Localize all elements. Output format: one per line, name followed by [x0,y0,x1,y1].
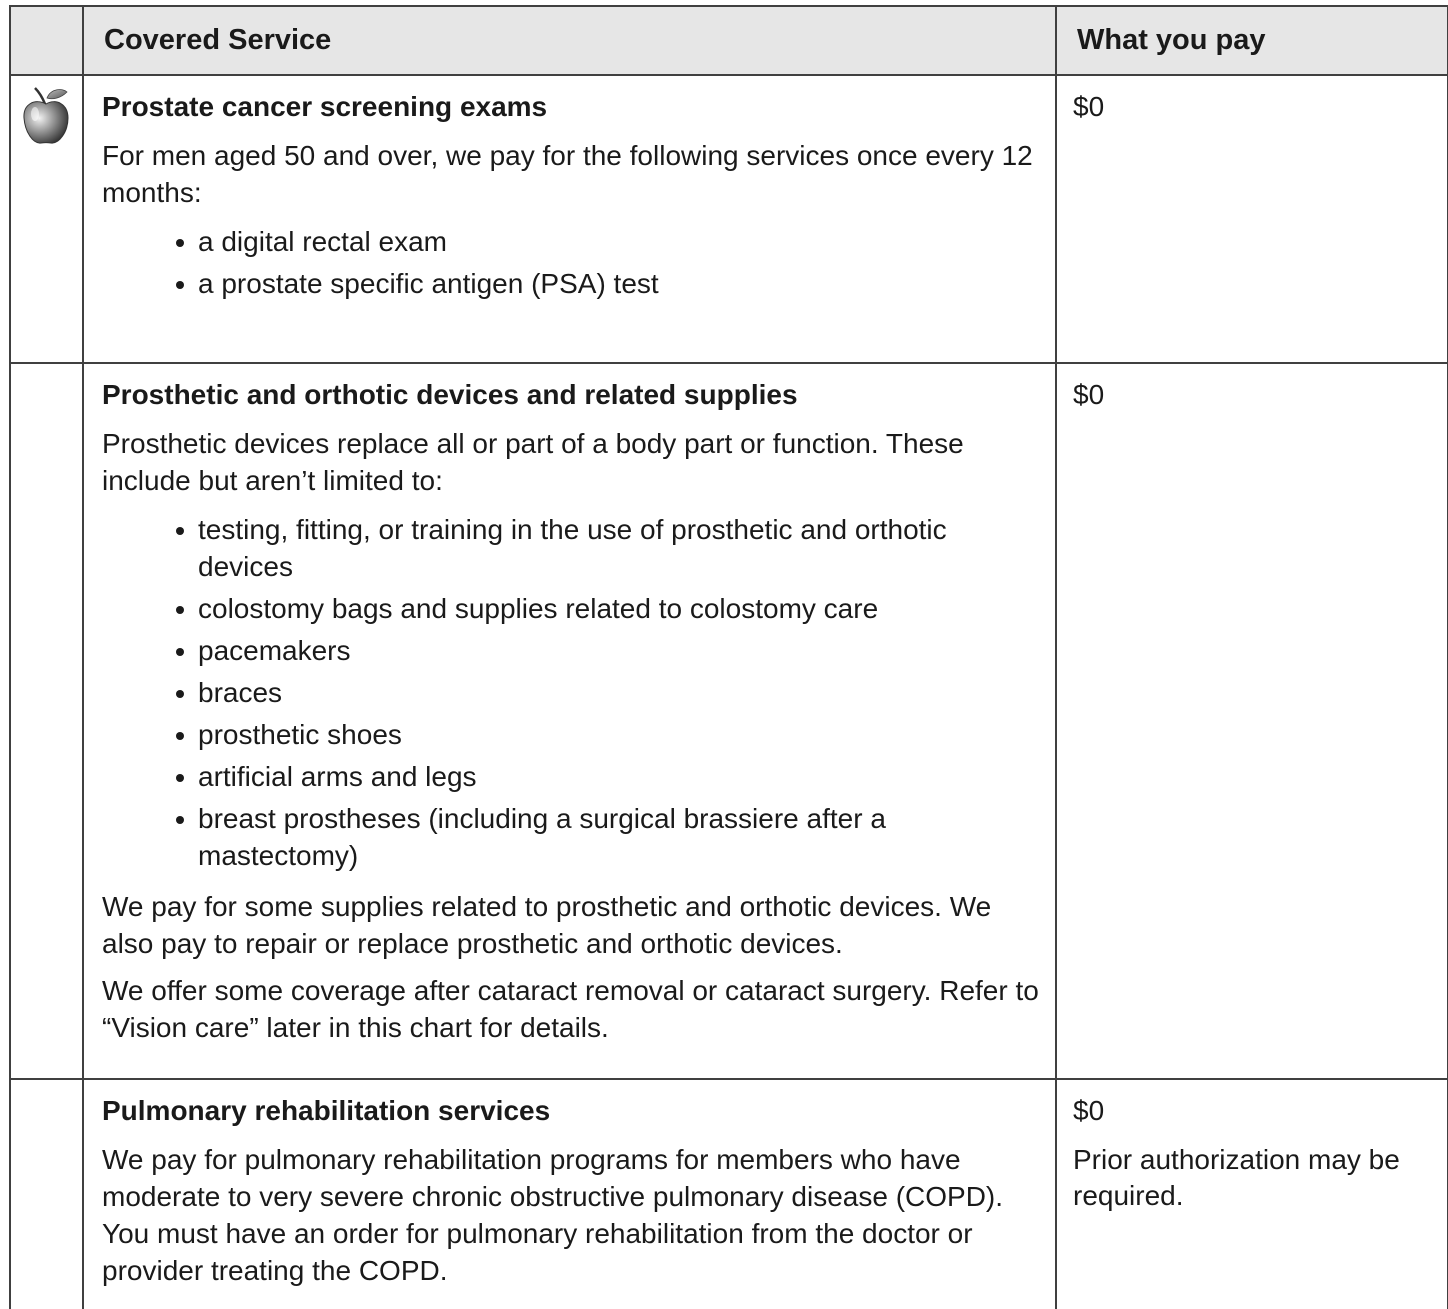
header-what-you-pay [1056,6,1448,75]
service-title: Prostate cancer screening exams [102,91,548,122]
row-icon-cell [10,75,83,363]
list-item: a prostate specific antigen (PSA) test [174,265,1039,302]
pay-amount: $0 [1073,1095,1105,1126]
table-row [10,363,1448,1079]
row-pay-cell [1056,1079,1448,1309]
pay-amount: $0 [1073,379,1105,410]
service-bullet-list [102,223,1039,302]
table-row [10,1079,1448,1309]
list-item: pacemakers [174,632,1039,669]
header-covered-service [83,6,1056,75]
service-supplies-note: We pay for some supplies related to prosthetic and orthotic devices. We also pay to repair or replace prosthetic and orthotic devices. [102,891,992,959]
row-pay-cell [1056,363,1448,1079]
prior-authorization-note: Prior authorization may be required. [1073,1144,1400,1211]
list-item: colostomy bags and supplies related to colostomy care [174,590,1039,627]
list-item: prosthetic shoes [174,716,1039,753]
pay-amount: $0 [1073,91,1105,122]
list-item: braces [174,674,1039,711]
row-pay-cell [1056,75,1448,363]
table-row [10,75,1448,363]
apple-icon [21,86,71,146]
benefits-table [9,5,1448,1309]
table-header-row [10,6,1448,75]
service-title: Pulmonary rehabilitation services [102,1095,551,1126]
row-service-cell [83,75,1056,363]
service-description: We pay for pulmonary rehabilitation programs for members who have moderate to very severe chronic obstructive pulmonary disease (COPD). You must have an order for pulmonary rehabilitation from the doctor or provider treating the COPD. [102,1144,1004,1286]
row-service-cell [83,1079,1056,1309]
service-description: Prosthetic devices replace all or part of a body part or function. These include but aren’t limited to: [102,428,964,496]
service-vision-note: We offer some coverage after cataract removal or cataract surgery. Refer to “Vision care” later in this chart for details. [102,975,1039,1043]
list-item: a digital rectal exam [174,223,1039,260]
list-item: testing, fitting, or training in the use of prosthetic and orthotic devices [174,511,1039,585]
header-what-you-pay-label: What you pay [1077,24,1266,56]
list-item: artificial arms and legs [174,758,1039,795]
list-item: breast prostheses (including a surgical brassiere after a mastectomy) [174,800,1039,874]
service-title: Prosthetic and orthotic devices and related supplies [102,379,798,410]
header-covered-service-label: Covered Service [104,24,332,56]
header-icon-cell [10,6,83,75]
row-service-cell [83,363,1056,1079]
row-icon-cell [10,1079,83,1309]
service-description: For men aged 50 and over, we pay for the following services once every 12 months: [102,140,1033,208]
service-bullet-list [102,511,1039,874]
row-icon-cell [10,363,83,1079]
